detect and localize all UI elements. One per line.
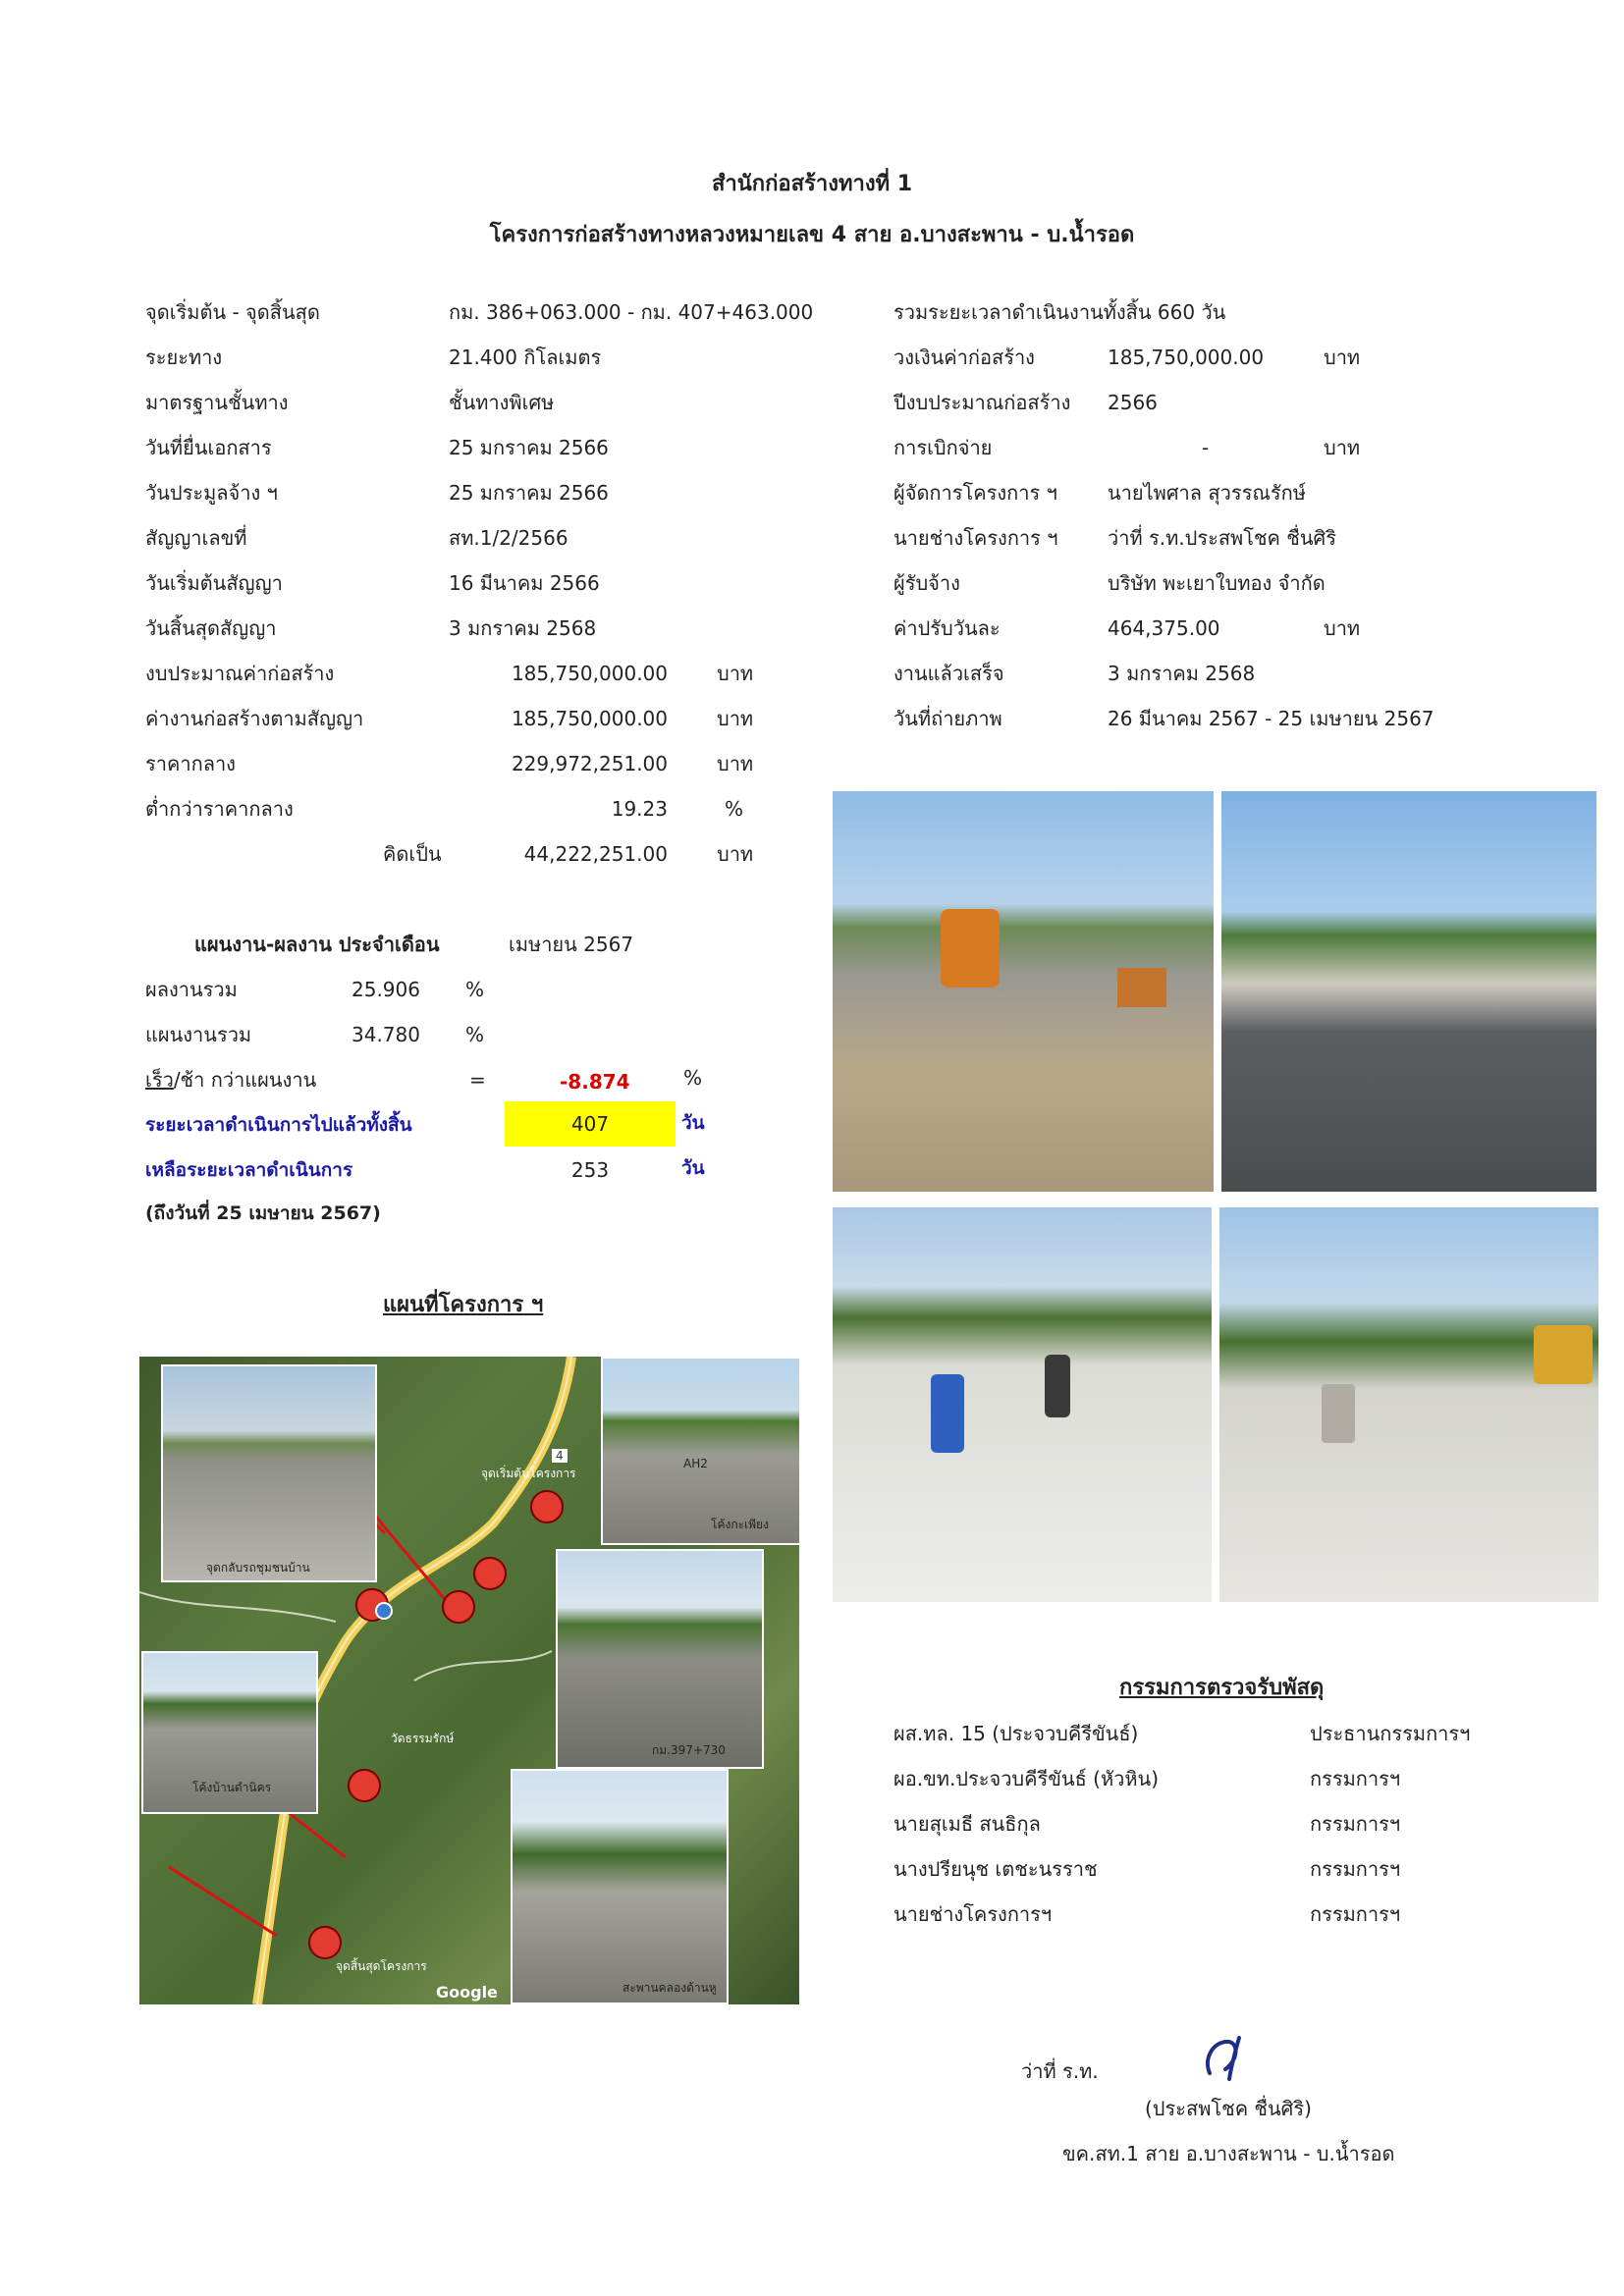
speed-label-fast: เร็ว	[145, 1068, 174, 1092]
budget-value: 229,972,251.00	[511, 752, 668, 775]
info-value: 2566	[1108, 391, 1158, 414]
map-label-start: จุดเริ่มต้นโครงการ	[481, 1467, 576, 1480]
info-label: จุดเริ่มต้น - จุดสิ้นสุด	[145, 300, 320, 324]
handwritten-signature	[1196, 2030, 1265, 2085]
project-title: โครงการก่อสร้างทางหลวงหมายเลข 4 สาย อ.บางสะพาน - บ.น้ำรอด	[489, 223, 1135, 247]
budget-label: ค่างานก่อสร้างตามสัญญา	[145, 707, 364, 730]
info-value: บริษัท พะเยาใบทอง จำกัด	[1108, 571, 1326, 595]
info-value: 25 มกราคม 2566	[449, 481, 609, 505]
inset-label: โค้งกะเพียง	[711, 1518, 769, 1531]
construction-photo-concrete-pour	[833, 791, 1214, 1192]
signature-prefix: ว่าที่ ร.ท.	[1021, 2059, 1099, 2083]
budget-value: 185,750,000.00	[511, 662, 668, 685]
signature-position: ขค.สท.1 สาย อ.บางสะพาน - บ.น้ำรอด	[1062, 2142, 1395, 2165]
road-number-badge: 4	[552, 1449, 568, 1463]
progress-title: แผนงาน-ผลงาน ประจำเดือน	[194, 933, 440, 956]
info-value: 25 มกราคม 2566	[449, 436, 609, 459]
info-value: ชั้นทางพิเศษ	[449, 391, 555, 414]
plan-value: 34.780	[352, 1023, 420, 1046]
equals-sign: =	[469, 1068, 486, 1092]
info-value: 26 มีนาคม 2567 - 25 เมษายน 2567	[1108, 707, 1435, 730]
info-value: ว่าที่ ร.ท.ประสพโชค ชื่นศิริ	[1108, 526, 1336, 550]
committee-title: กรรมการตรวจรับพัสดุ	[1119, 1676, 1325, 1700]
speed-label-rest: /ช้า กว่าแผนงาน	[173, 1068, 317, 1092]
committee-member-role: กรรมการฯ	[1310, 1767, 1401, 1790]
info-value: 185,750,000.00	[1108, 346, 1265, 369]
speed-label	[145, 1068, 316, 1092]
info-label: นายช่างโครงการ ฯ	[893, 526, 1058, 550]
map-marker[interactable]	[530, 1490, 564, 1523]
info-label: วันที่ถ่ายภาพ	[893, 707, 1002, 730]
office-title: สำนักก่อสร้างทางที่ 1	[711, 172, 913, 196]
info-value: กม. 386+063.000 - กม. 407+463.000	[449, 300, 814, 324]
location-pin-icon	[375, 1602, 393, 1620]
budget-unit: บาท	[717, 752, 754, 775]
info-label: สัญญาเลขที่	[145, 526, 247, 550]
budget-label: ราคากลาง	[145, 752, 236, 775]
roller-shape	[1534, 1325, 1593, 1384]
info-label: ระยะทาง	[145, 346, 223, 369]
info-value: 16 มีนาคม 2566	[449, 571, 600, 595]
map-inset-photo	[141, 1651, 318, 1814]
inset-label: จุดกลับรถชุมชนบ้าน	[206, 1561, 310, 1575]
signature-name: (ประสพโชค ชื่นศิริ)	[1145, 2097, 1312, 2120]
info-value: สท.1/2/2566	[449, 526, 568, 550]
plan-label: แผนงานรวม	[145, 1023, 252, 1046]
committee-member-name: นายช่างโครงการฯ	[893, 1902, 1053, 1926]
info-value: 464,375.00	[1108, 616, 1220, 640]
info-value: 3 มกราคม 2568	[1108, 662, 1256, 685]
info-value: นายไพศาล สุวรรณรักษ์	[1108, 481, 1306, 505]
project-map[interactable]	[139, 1357, 799, 2004]
inset-label: สะพานคลองด้านหู	[623, 1981, 717, 1995]
day-unit: วัน	[681, 1112, 705, 1134]
construction-photo-new-slab	[1221, 791, 1597, 1192]
inset-label: โค้งบ้านดำนิคร	[192, 1781, 272, 1794]
info-label: วงเงินค่าก่อสร้าง	[893, 346, 1035, 369]
actual-value: 25.906	[352, 978, 420, 1001]
committee-member-role: ประธานกรรมการฯ	[1310, 1722, 1471, 1745]
budget-unit: บาท	[717, 842, 754, 866]
budget-unit: บาท	[717, 662, 754, 685]
map-label-temple: วัดธรรมรักษ์	[391, 1732, 455, 1745]
as-of-date: (ถึงวันที่ 25 เมษายน 2567)	[145, 1202, 381, 1224]
map-label-end: จุดสิ้นสุดโครงการ	[336, 1959, 427, 1973]
worker-shape	[931, 1374, 964, 1453]
info-label: วันเริ่มต้นสัญญา	[145, 571, 283, 595]
construction-photo-curing	[833, 1207, 1212, 1602]
info-value: 3 มกราคม 2568	[449, 616, 597, 640]
budget-value: 185,750,000.00	[511, 707, 668, 730]
committee-member-name: นายสุเมธี สนธิกุล	[893, 1812, 1041, 1836]
info-value: -	[1202, 436, 1210, 459]
progress-month: เมษายน 2567	[509, 933, 634, 956]
budget-label: คิดเป็น	[383, 842, 442, 866]
budget-value: 44,222,251.00	[523, 842, 668, 866]
budget-unit: บาท	[717, 707, 754, 730]
info-label: มาตรฐานชั้นทาง	[145, 391, 289, 414]
map-title: แผนที่โครงการ ฯ	[383, 1293, 544, 1317]
actual-label: ผลงานรวม	[145, 978, 238, 1001]
info-label: ผู้รับจ้าง	[893, 571, 960, 595]
info-label: วันประมูลจ้าง ฯ	[145, 481, 278, 505]
info-label: ปีงบประมาณก่อสร้าง	[893, 391, 1071, 414]
mixer-truck-shape	[941, 909, 1000, 988]
budget-unit: %	[725, 797, 744, 821]
committee-member-name: ผส.ทล. 15 (ประจวบคีรีขันธ์)	[893, 1722, 1139, 1745]
map-inset-photo	[511, 1769, 729, 2004]
construction-photo-saw-cutting	[1219, 1207, 1598, 1602]
committee-member-role: กรรมการฯ	[1310, 1812, 1401, 1836]
drum-shape	[1322, 1384, 1355, 1443]
map-inset-photo	[556, 1549, 764, 1769]
info-unit: บาท	[1324, 616, 1361, 640]
map-marker[interactable]	[308, 1926, 342, 1959]
map-inset-photo	[601, 1357, 799, 1545]
google-brand: Google	[436, 1983, 498, 2002]
committee-member-name: ผอ.ขท.ประจวบคีรีขันธ์ (หัวหิน)	[893, 1767, 1160, 1790]
budget-value: 19.23	[611, 797, 668, 821]
info-label: ค่าปรับวันละ	[893, 616, 1001, 640]
committee-member-role: กรรมการฯ	[1310, 1857, 1401, 1881]
info-unit: บาท	[1324, 346, 1361, 369]
map-inset-photo	[161, 1364, 377, 1582]
info-label: วันที่ยื่นเอกสาร	[145, 436, 272, 459]
info-unit: บาท	[1324, 436, 1361, 459]
inset-label: กม.397+730	[652, 1743, 726, 1757]
worker-shape	[1045, 1355, 1070, 1417]
speed-value: -8.874	[560, 1070, 630, 1094]
day-unit: วัน	[681, 1157, 705, 1179]
map-marker[interactable]	[348, 1769, 381, 1802]
elapsed-label: ระยะเวลาดำเนินการไปแล้วทั้งสิ้น	[145, 1114, 412, 1136]
info-label: ผู้จัดการโครงการ ฯ	[893, 481, 1057, 505]
remaining-value: 253	[570, 1158, 610, 1182]
committee-member-name: นางปรียนุช เตชะนรราช	[893, 1857, 1098, 1881]
budget-label: งบประมาณค่าก่อสร้าง	[145, 662, 335, 685]
pct-unit: %	[683, 1066, 703, 1090]
info-value: 21.400 กิโลเมตร	[449, 346, 602, 369]
ah-badge: AH2	[683, 1457, 708, 1470]
pct-unit: %	[465, 1023, 485, 1046]
remaining-label: เหลือระยะเวลาดำเนินการ	[145, 1159, 353, 1181]
map-marker[interactable]	[442, 1590, 475, 1624]
elapsed-value: 407	[505, 1101, 676, 1147]
info-label: งานแล้วเสร็จ	[893, 662, 1004, 685]
map-marker[interactable]	[473, 1557, 507, 1590]
committee-member-role: กรรมการฯ	[1310, 1902, 1401, 1926]
duration-total: รวมระยะเวลาดำเนินงานทั้งสิ้น 660 วัน	[893, 300, 1226, 324]
info-label: วันสิ้นสุดสัญญา	[145, 616, 277, 640]
pct-unit: %	[465, 978, 485, 1001]
info-label: การเบิกจ่าย	[893, 436, 993, 459]
budget-label: ต่ำกว่าราคากลาง	[145, 797, 294, 821]
truck-shape	[1117, 968, 1166, 1007]
